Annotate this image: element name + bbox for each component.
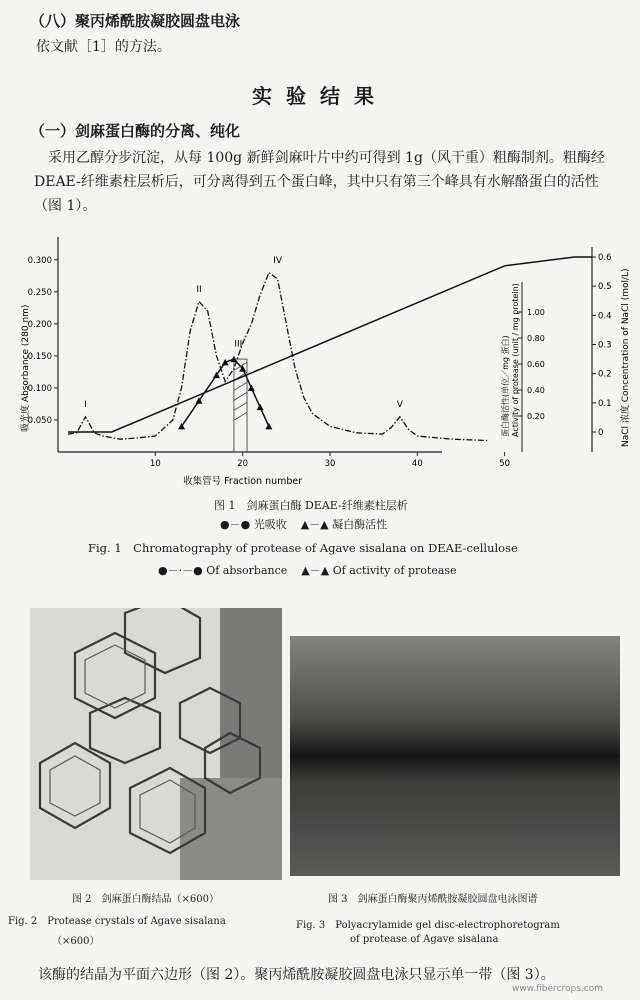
peak-label: III — [234, 339, 243, 350]
bottom-paragraph: 该酶的结晶为平面六边形（图 2）。聚丙烯酰胺凝胶圆盘电泳只显示单一带（图 3）。 — [38, 967, 555, 983]
legend-cn-absorbance: 光吸收 — [253, 518, 287, 531]
x-tick-label: 10 — [149, 459, 161, 469]
peak-label: I — [84, 400, 87, 411]
fig1-caption-en: Fig. 1 Chromatography of protease of Agave sisalana on DEAE-cellulose — [88, 541, 518, 555]
activity-point — [265, 423, 272, 430]
fig1-caption-cn: 图 1 剑麻蛋白酶 DEAE-纤维素柱层析 — [214, 499, 408, 512]
peak-label: II — [196, 284, 202, 295]
legend-cn-activity: 凝白酶活性 — [332, 518, 388, 531]
fig3-caption-en-2: of protease of Agave sisalana — [350, 934, 499, 945]
activity-point — [248, 384, 255, 391]
legend-en-absorbance: Of absorbance — [206, 564, 288, 577]
section-heading-electrophoresis: （八）聚丙烯酰胺凝胶圆盘电泳 — [30, 12, 241, 30]
x-tick-label: 40 — [411, 459, 423, 469]
inner-tick-label: 0.40 — [527, 386, 545, 395]
left-tick-label: 0.100 — [27, 383, 52, 394]
triangle-dash-marker-icon: ▲－▲ — [300, 518, 329, 531]
watermark: www.fibercrops.com — [512, 984, 603, 994]
results-title: 实验结果 — [252, 84, 388, 108]
inner-tick-label: 0.20 — [527, 412, 545, 421]
right-tick-label: 0.4 — [598, 311, 612, 322]
fig3-caption-cn: 图 3 剑麻蛋白酶聚丙烯酰胺凝胶圆盘电泳图谱 — [328, 894, 538, 905]
left-tick-label: 0.050 — [27, 415, 52, 426]
fig1-legend-en — [158, 562, 457, 578]
inner-tick-label: 1.00 — [527, 308, 545, 317]
legend-en-activity: Of activity of protease — [332, 564, 457, 577]
method-reference-line: 依文献［1］的方法。 — [36, 39, 171, 55]
fig2-caption-cn: 图 2 剑麻蛋白酶结晶（×600） — [72, 894, 220, 905]
triangle-dash-marker-icon: ▲－▲ — [301, 564, 330, 577]
inner-axis-label-en: Activity of protease (unit / mg protein) — [511, 283, 520, 437]
right-tick-label: 0.6 — [598, 253, 612, 263]
fig2-caption-en: Fig. 2 Protease crystals of Agave sisalana — [8, 916, 226, 927]
activity-point — [257, 404, 264, 411]
circle-dash-marker-icon: ●－● — [220, 518, 251, 531]
x-tick-label: 50 — [499, 459, 511, 469]
fig1-legend-cn — [220, 516, 387, 532]
subheading-purification: （一）剑麻蛋白酶的分离、纯化 — [30, 122, 241, 140]
x-axis-label: 收集管号 Fraction number — [183, 476, 303, 487]
hatch-line — [234, 412, 247, 420]
crystal-photo — [30, 608, 282, 880]
absorbance-series-line — [68, 273, 487, 441]
x-tick-label: 20 — [237, 459, 249, 469]
right-tick-label: 0.1 — [598, 398, 612, 409]
chromatography-chart — [0, 222, 640, 492]
x-tick-label: 30 — [324, 459, 336, 469]
peak-label: V — [396, 400, 403, 411]
hatch-line — [234, 382, 247, 390]
inner-axis-label-cn: 蛋白酶活性(单位／mg 蛋白) — [501, 335, 510, 437]
fig2-caption-en-mag: （×600） — [52, 936, 100, 947]
hatch-line — [234, 392, 247, 400]
right-tick-label: 0.5 — [598, 282, 612, 293]
gel-electrophoresis-photo — [290, 636, 620, 876]
results-paragraph: 采用乙醇分步沉淀，从每 100g 新鲜剑麻叶片中约可得到 1g（风干重）粗酶制剂。粗酶经 DEAE-纤维素柱层析后，可分离得到五个蛋白峰，其中只有第三个峰具有水解酪蛋白的活性（图 1）。 — [34, 150, 605, 214]
right-tick-label: 0.2 — [598, 369, 612, 380]
right-tick-label: 0.3 — [598, 340, 612, 351]
left-tick-label: 0.150 — [27, 351, 52, 362]
right-tick-label: 0 — [598, 428, 604, 438]
activity-series-line — [182, 359, 269, 426]
circle-dash-marker-icon: ●－·－● — [158, 564, 203, 577]
hatch-line — [234, 402, 247, 410]
left-tick-label: 0.200 — [27, 319, 52, 330]
right-axis-label: NaCl 浓度 Concentration of NaCl (mol/L) — [621, 268, 631, 447]
left-tick-label: 0.300 — [27, 255, 52, 266]
left-axis-label: 吸光度 Absorbance (280 nm) — [21, 304, 31, 432]
fig3-caption-en: Fig. 3 Polyacrylamide gel disc-electrophoretogram — [296, 920, 560, 931]
peak-label: IV — [273, 256, 283, 267]
inner-tick-label: 0.60 — [527, 360, 545, 369]
left-tick-label: 0.250 — [27, 287, 52, 298]
inner-tick-label: 0.80 — [527, 334, 545, 343]
